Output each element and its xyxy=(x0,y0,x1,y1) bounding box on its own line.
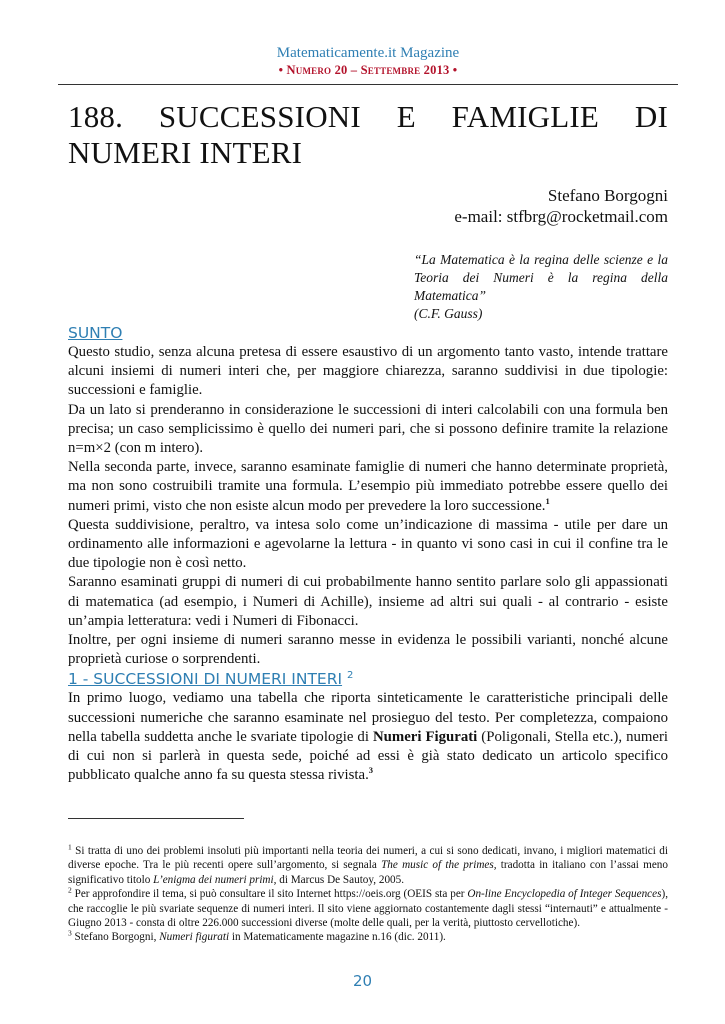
sunto-heading: SUNTO xyxy=(68,324,123,342)
footnote-1: $^1$ Si tratta di uno dei problemi insoluti più importanti nella teoria dei numeri, a cui si sono dedicati, invano, i migliori matematici di diverse epoche. Tra le più recenti opere sull’argomento, si segnala The music of the primes, tradotta in italiano con l’assai meno significativo titolo L’enigma dei numeri primi, di Marcus De Sautoy, 2005. xyxy=(68,842,668,886)
bold-term: Numeri Figurati xyxy=(372,728,478,745)
footnote-ref[interactable]: 3 xyxy=(368,765,374,776)
paragraph: Saranno esaminati gruppi di numeri di cui probabilmente hanno sentito parlare solo gli appassionati di matematica (ad esempio, i Numeri di Achille), insieme ad altri sui quali - al contrario - esiste un’ampia letteratura: vedi i Numeri di Fibonacci. xyxy=(68,574,668,629)
paragraph: Questo studio, senza alcuna pretesa di essere esaustivo di un argomento tanto vasto, intende trattare alcuni insiemi di numeri interi che, per maggiore chiarezza, saranno suddivisi in due tipologie: successioni e famiglie. xyxy=(68,344,668,399)
issue-line xyxy=(68,62,668,78)
quote-line: Teoria dei Numeri è la regina della Matematica” xyxy=(414,270,668,303)
footnote-ref[interactable]: 1 xyxy=(545,495,550,506)
quote-attribution: (C.F. Gauss) xyxy=(414,306,483,321)
paragraph: In primo luogo, vediamo una tabella che riporta sinteticamente le caratteristiche principali delle successioni numeriche che saranno esaminate nel prosieguo del testo. Per completezza, compaiono nella tabella suddetta anche le svariate tipologie di Numeri Figurati (Poligonali, Stella etc.), numeri di cui non si parlerà in questa sede, poiché ad essi è già stato dedicato un articolo specifico pubblicato qualche anno fa su questa stessa rivista.$^3$ xyxy=(68,690,668,784)
paragraph: Nella seconda parte, invece, saranno esaminate famiglie di numeri che hanno determinate proprietà, ma non sono costruibili tramite una formula. L’esempio più immediato potrebbe essere quello dei numeri primi, visto che non esiste alcun modo per prevedere la loro successione.$^1$ xyxy=(68,459,668,514)
magazine-name: Matematicamente.it Magazine xyxy=(276,45,460,61)
issue-date: Settembre 2013 xyxy=(360,63,450,77)
issue-dash: – xyxy=(350,63,358,77)
paragraph: Questa suddivisione, peraltro, va intesa solo come un’indicazione di massima - utile per dare un ordinamento alle informazioni e agevolarne la lettura - in quanto vi sono casi in cui il confine tra le due tipologie non è così netto. xyxy=(68,516,668,572)
epigraph-quote xyxy=(414,251,668,323)
section-1-heading: 1 - SUCCESSIONI DI NUMERI INTERI $^2$ xyxy=(68,670,354,689)
issue-number: Numero 20 xyxy=(286,63,348,77)
magazine-header xyxy=(68,44,668,78)
paragraph: Da un lato si prenderanno in considerazione le successioni di interi calcolabili con una formula ben precisa; un caso semplicissimo è quello dei numeri pari, che si possono definire tramite la relazione n=m×2 (con m intero). xyxy=(68,401,668,457)
header-divider xyxy=(58,84,678,85)
footnote-3: $^3$ Stefano Borgogni, Numeri figurati in Matematicamente magazine n.16 (dic. 2011). xyxy=(68,928,446,944)
bullet-left: • xyxy=(278,63,284,77)
footnotes xyxy=(68,844,668,945)
author-name: Stefano Borgogni xyxy=(547,186,668,205)
sunto-body xyxy=(68,343,668,669)
author-email: e-mail: stfbrg@rocketmail.com xyxy=(454,207,668,226)
footnote-2: $^2$ Per approfondire il tema, si può consultare il sito Internet https://oeis.org (OEIS sta per On-line Encyclopedia of Integer Sequences), che raccoglie le più svariate sequenze di numeri interi. Il sito viene aggiornato costantemente dagli stessi “internauti” e attualmente - Giugno 2013 - consta di oltre 226.000 successioni diverse (molte delle quali, per la verità, piuttosto cervellotiche). xyxy=(68,885,668,930)
author-block xyxy=(68,185,668,227)
article-title: 188. SUCCESSIONI E FAMIGLIE DI NUMERI INTERI xyxy=(68,99,668,170)
bullet-right: • xyxy=(452,63,458,77)
page-number: 20 xyxy=(352,972,373,990)
paragraph: Inoltre, per ogni insieme di numeri saranno messe in evidenza le possibili varianti, nonché alcune proprietà curiose o sorprendenti. xyxy=(68,632,668,668)
footnote-divider xyxy=(68,818,244,819)
section-1-body xyxy=(68,689,668,785)
quote-line: “La Matematica è la regina delle scienze e la xyxy=(414,252,668,267)
footnote-ref[interactable]: 2 xyxy=(347,670,354,682)
